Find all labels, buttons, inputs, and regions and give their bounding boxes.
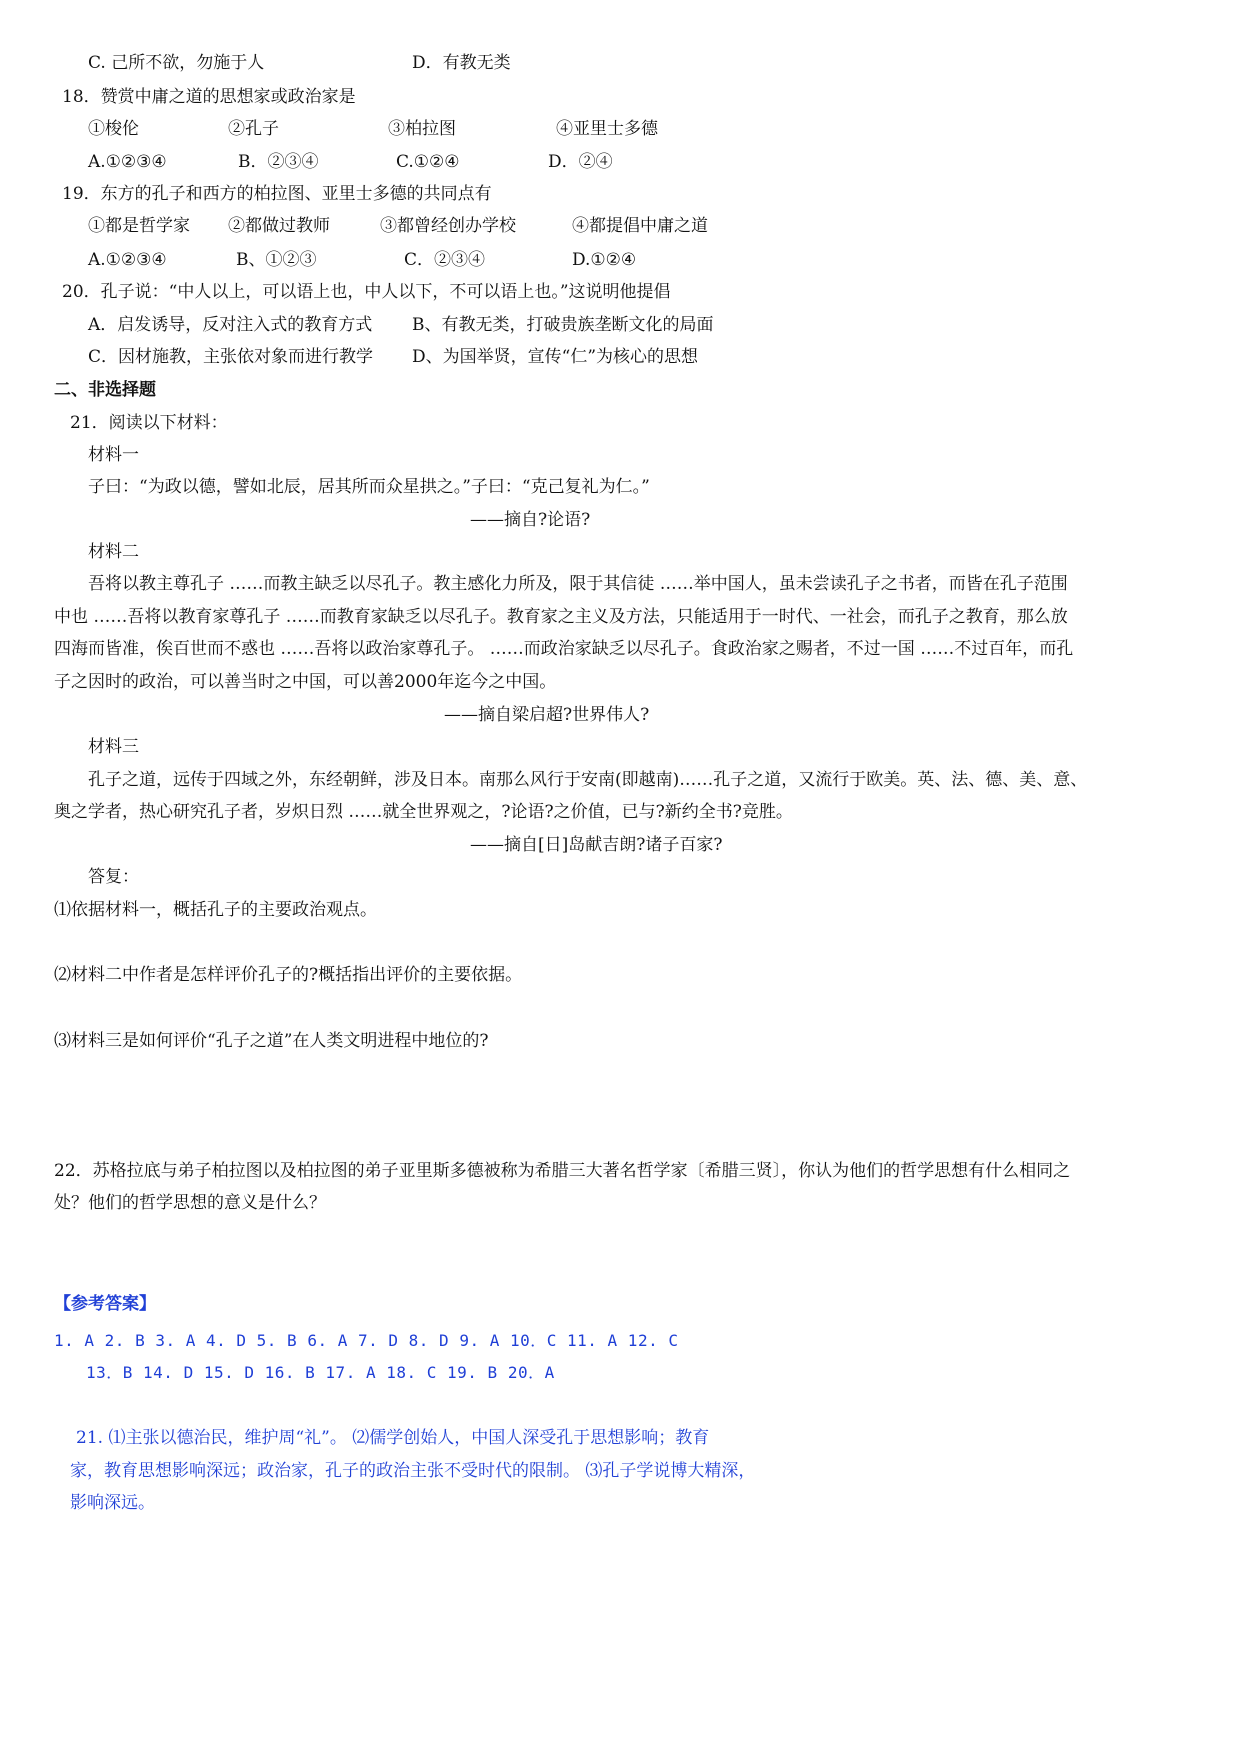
q18-choice-b: B．②③④ <box>238 152 319 172</box>
q21-sub-question-1: ⑴依据材料一，概括孔子的主要政治观点。 <box>54 900 377 920</box>
material-2-line: 四海而皆准，俟百世而不惑也 ……吾将以政治家尊孔子。 ……而政治家缺乏以尽孔子。食政治家之赐者，不过一国 ……不过百年，而孔 <box>54 639 1074 659</box>
answers-title: 【参考答案】 <box>54 1294 156 1314</box>
q18-item-4: ④亚里士多德 <box>556 119 658 139</box>
q18-choice-a: A.①②③④ <box>88 152 167 172</box>
q18-item-2: ②孔子 <box>228 119 279 139</box>
q22-line: 处？他们的哲学思想的意义是什么？ <box>54 1193 326 1213</box>
q17-option-d: D．有教无类 <box>412 53 511 73</box>
answers-row-1: 1. A 2. B 3. A 4. D 5. B 6. A 7. D 8. D 9. A 10．C 11. A 12. C <box>54 1331 679 1350</box>
q18-stem: 18．赞赏中庸之道的思想家或政治家是 <box>62 87 356 107</box>
q20-option-c: C．因材施教，主张依对象而进行教学 <box>88 347 374 367</box>
q19-item-1: ①都是哲学家 <box>88 216 190 236</box>
q20-option-a: A．启发诱导，反对注入式的教育方式 <box>88 315 373 335</box>
answers-row-2: 13．B 14. D 15. D 16. B 17. A 18. C 19. B 20．A <box>86 1363 555 1382</box>
material-3-line: 奥之学者，热心研究孔子者，岁炽日烈 ……就全世界观之，?论语?之价值，已与?新约全书?竞胜。 <box>54 802 793 822</box>
q20-option-d: D、为国举贤，宣传“仁”为核心的思想 <box>412 347 699 367</box>
material-2-line: 吾将以教主尊孔子 ……而教主缺乏以尽孔子。教主感化力所及，限于其信徒 ……举中国人，虽未尝读孔子之书者，而皆在孔子范围 <box>88 574 1068 594</box>
answer-label: 答复： <box>88 867 139 887</box>
material-3-source: ——摘自[日]岛献吉朗?诸子百家? <box>470 835 723 855</box>
answer-21-line: 21. ⑴主张以德治民，维护周“礼”。 ⑵儒学创始人，中国人深受孔于思想影响；教育 <box>76 1428 710 1448</box>
q21-sub-question-2: ⑵材料二中作者是怎样评价孔子的?概括指出评价的主要依据。 <box>54 965 523 985</box>
q19-stem: 19．东方的孔子和西方的柏拉图、亚里士多德的共同点有 <box>62 184 492 204</box>
q21-sub-question-3: ⑶材料三是如何评价“孔子之道”在人类文明进程中地位的? <box>54 1031 489 1051</box>
q22-line: 22．苏格拉底与弟子柏拉图以及柏拉图的弟子亚里斯多德被称为希腊三大著名哲学家〔希腊三贤〕，你认为他们的哲学思想有什么相同之 <box>54 1161 1071 1181</box>
material-2-label: 材料二 <box>88 542 139 562</box>
answer-21-line: 家，教育思想影响深远；政治家，孔子的政治主张不受时代的限制。 ⑶孔子学说博大精深， <box>70 1461 756 1481</box>
q18-item-1: ①梭伦 <box>88 119 139 139</box>
q17-option-c: C. 己所不欲，勿施于人 <box>88 53 265 73</box>
material-3-line: 孔子之道，远传于四域之外，东经朝鲜，涉及日本。南那么风行于安南(即越南)……孔子之道，又流行于欧美。英、法、德、美、意、 <box>88 770 1088 790</box>
material-2-line: 子之因时的政治，可以善当时之中国，可以善2000年迄今之中国。 <box>54 672 557 692</box>
q20-stem: 20．孔子说：“中人以上，可以语上也，中人以下，不可以语上也。”这说明他提倡 <box>62 282 671 302</box>
answer-21-line: 影响深远。 <box>70 1493 155 1513</box>
material-2-line: 中也 ……吾将以教育家尊孔子 ……而教育家缺乏以尽孔子。教育家之主义及方法，只能适用于一时代、一社会，而孔子之教育，那么放 <box>54 607 1068 627</box>
material-2-source: ——摘自梁启超?世界伟人? <box>444 705 650 725</box>
q18-item-3: ③柏拉图 <box>388 119 456 139</box>
q19-item-3: ③都曾经创办学校 <box>380 216 516 236</box>
material-1-source: ——摘自?论语? <box>470 510 591 530</box>
section-title: 二、非选择题 <box>54 380 156 400</box>
q18-choice-c: C.①②④ <box>396 152 460 172</box>
q18-choice-d: D．②④ <box>548 152 613 172</box>
q20-option-b: B、有教无类，打破贵族垄断文化的局面 <box>412 315 714 335</box>
q19-choice-b: B、①②③ <box>236 250 317 270</box>
q19-choice-c: C．②③④ <box>404 250 486 270</box>
material-1-label: 材料一 <box>88 445 139 465</box>
q21-stem: 21．阅读以下材料： <box>70 413 228 433</box>
material-3-label: 材料三 <box>88 737 139 757</box>
material-1-text: 子曰：“为政以德，譬如北辰，居其所而众星拱之。”子曰：“克己复礼为仁。” <box>88 477 650 497</box>
q19-choice-a: A.①②③④ <box>88 250 167 270</box>
q19-item-4: ④都提倡中庸之道 <box>572 216 708 236</box>
q19-item-2: ②都做过教师 <box>228 216 330 236</box>
q19-choice-d: D.①②④ <box>572 250 637 270</box>
